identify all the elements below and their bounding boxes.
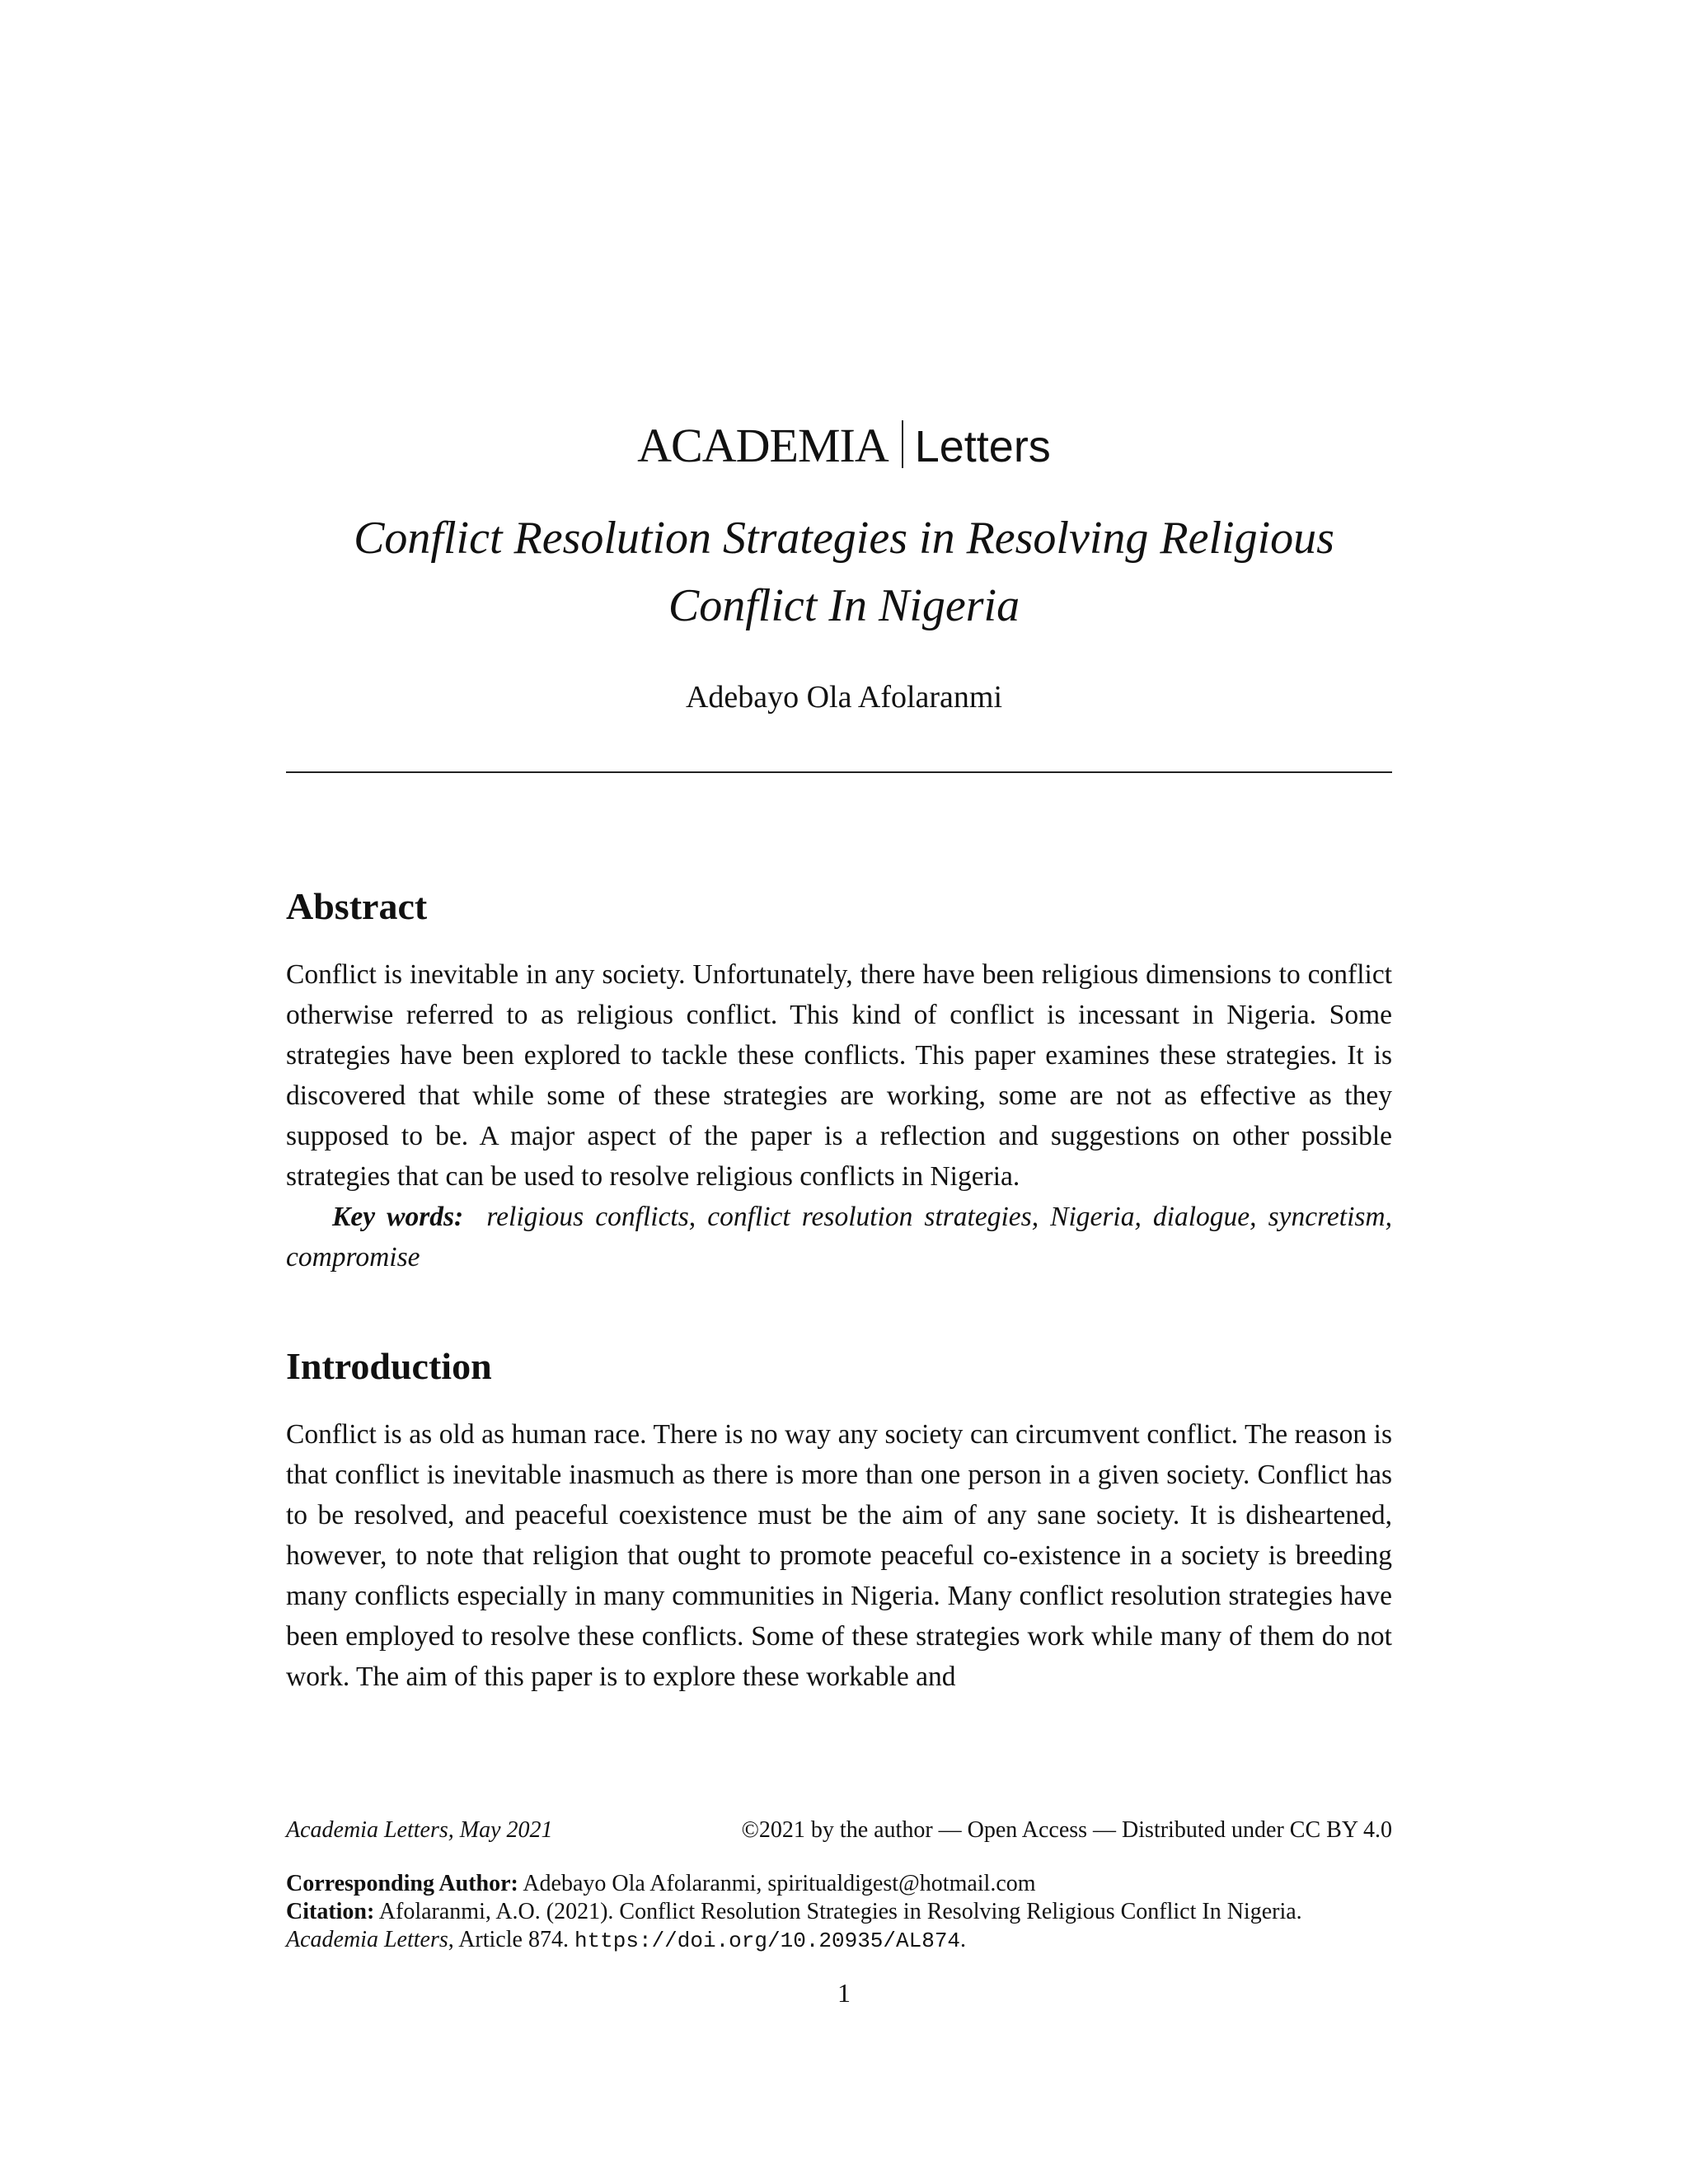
- paper-title-line-2: Conflict In Nigeria: [668, 580, 1020, 631]
- citation-end: .: [960, 1927, 967, 1952]
- corresponding-author: [286, 1870, 1407, 1898]
- page-number: 1: [837, 1978, 851, 2008]
- citation-continuation: [286, 1926, 1407, 1955]
- citation-doi-link[interactable]: https://doi.org/10.20935/AL874: [574, 1929, 961, 1953]
- introduction-heading: Introduction: [286, 1345, 492, 1387]
- introduction-body: Conflict is as old as human race. There is no way any society can circumvent conflict. The reason is that conflict is inevitable inasmuch as there is more than one person in a given society. Conflict has to be resolved, and peaceful coexistence must be the aim of any sane society. It is disheartened, however, to note that religion that ought to promote peaceful co-existence in a society is breeding many conflicts especially in many communities in Nigeria. Many conflict resolution strategies have been employed to resolve these conflicts. Some of these strategies work while many of them do not work. The aim of this paper is to explore these workable and: [286, 1419, 1392, 1692]
- paper-title-line-1: Conflict Resolution Strategies in Resolving Religious: [354, 513, 1334, 564]
- keywords-label: Key words:: [332, 1202, 464, 1232]
- journal-date: Academia Letters, May 2021: [286, 1817, 553, 1843]
- citation-label: Citation:: [286, 1899, 375, 1924]
- paper-author: Adebayo Ola Afolaranmi: [685, 680, 1003, 715]
- logo-separator: [902, 420, 903, 468]
- citation-article: , Article 874.: [448, 1927, 574, 1952]
- title-divider: [286, 771, 1392, 773]
- citation-journal: Academia Letters: [286, 1927, 448, 1952]
- abstract-heading: Abstract: [286, 885, 428, 927]
- footer-citation-block: [286, 1870, 1407, 1955]
- citation-value: Afolaranmi, A.O. (2021). Conflict Resolution Strategies in Resolving Religious Conflict In Nigeria.: [378, 1899, 1302, 1924]
- license-notice: ©2021 by the author — Open Access — Distributed under CC BY 4.0: [741, 1817, 1392, 1843]
- logo-series: Letters: [914, 422, 1051, 471]
- citation-line: [286, 1898, 1407, 1926]
- abstract-body: Conflict is inevitable in any society. Unfortunately, there have been religious dimensions to conflict otherwise referred to as religious conflict. This kind of conflict is incessant in Nigeria. Some strategies have been explored to tackle these conflicts. This paper examines these strategies. It is discovered that while some of these strategies are working, some are not as effective as they supposed to be. A major aspect of the paper is a reflection and suggestions on other possible strategies that can be used to resolve religious conflicts in Nigeria.: [286, 959, 1392, 1192]
- corresponding-value: Adebayo Ola Afolaranmi, spiritualdigest@hotmail.com: [523, 1871, 1036, 1896]
- corresponding-label: Corresponding Author:: [286, 1871, 518, 1896]
- academia-letters-logo: [0, 417, 1688, 476]
- abstract-section: [286, 882, 1392, 1277]
- paper-title: [0, 504, 1688, 640]
- keywords-paragraph: [286, 1197, 1392, 1277]
- introduction-section: [286, 1342, 1392, 1697]
- logo-brand: ACADEMIA: [637, 419, 889, 472]
- keywords-list: religious conflicts, conflict resolution strategies, Nigeria, dialogue, syncretism, compromise: [286, 1202, 1392, 1272]
